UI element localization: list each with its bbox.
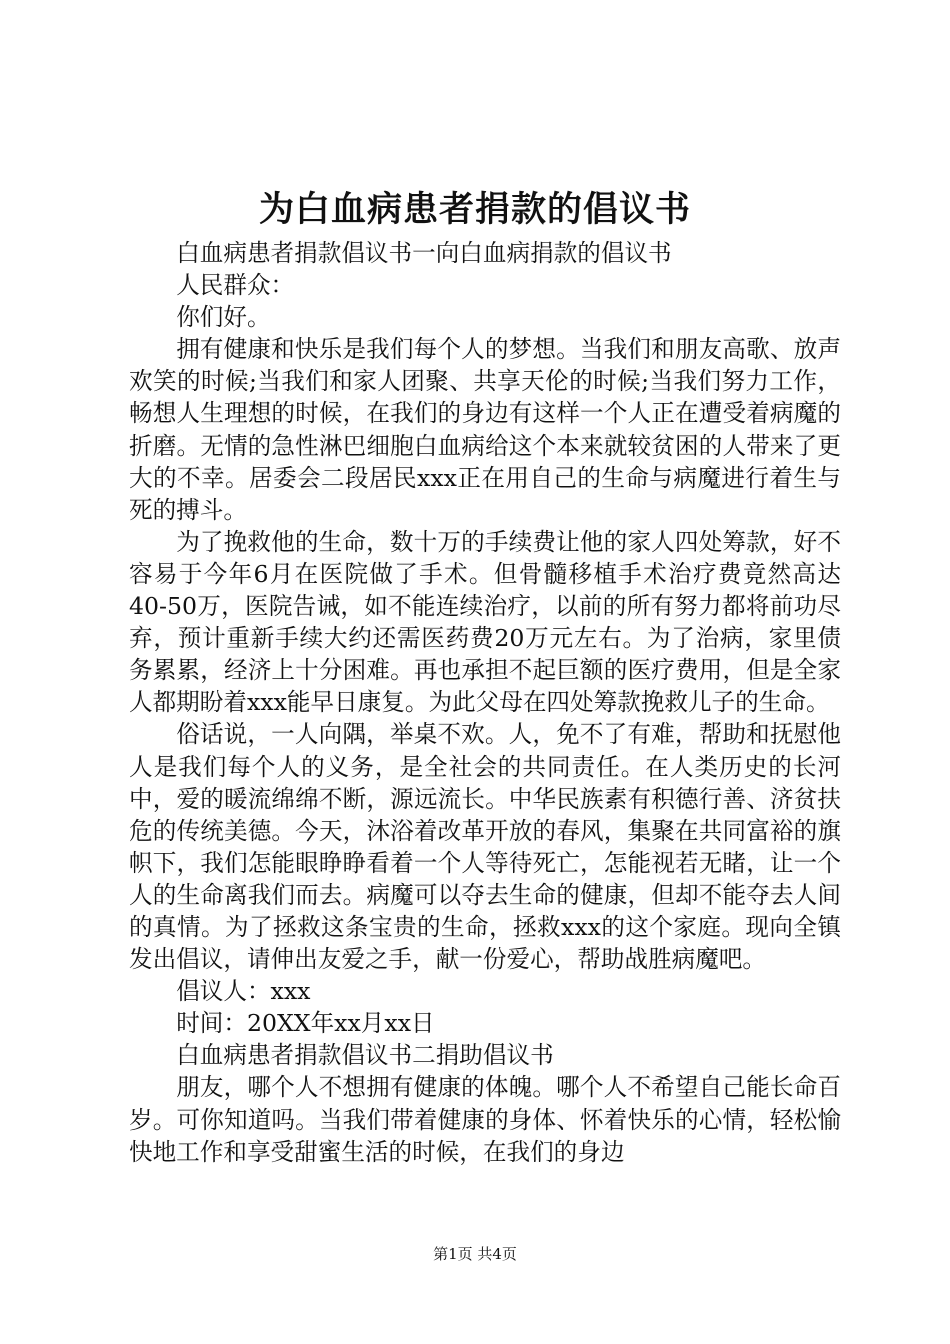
paragraph-subtitle-2: 白血病患者捐款倡议书二捐助倡议书 xyxy=(176,1041,554,1070)
paragraph-body-3: 俗话说，一人向隅，举桌不欢。人，免不了有难，帮助和抚慰他人是我们每个人的义务，是全社会的共同责任。在人类历史的长河中，爱的暖流绵绵不断，源远流长。中华民族素有积德行善、济贫扶危的传统美德。今天，沐浴着改革开放的春风，集聚在共同富裕的旗帜下，我们怎能眼睁睁看着一个人等待死亡，怎能视若无睹，让一个人的生命离我们而去。病魔可以夺去生命的健康，但却不能夺去人间的真情。为了拯救这条宝贵的生命，拯救xxx的这个家庭。现向全镇发出倡议，请伸出友爱之手，献一份爱心，帮助战胜病魔吧。 xyxy=(129,720,841,974)
paragraph-body-4: 朋友，哪个人不想拥有健康的体魄。哪个人不希望自己能长命百岁。可你知道吗。当我们带着健康的身体、怀着快乐的心情，轻松愉快地工作和享受甜蜜生活的时候，在我们的身边 xyxy=(129,1073,841,1166)
paragraph-salutation: 人民群众： xyxy=(176,271,295,300)
document-body xyxy=(129,237,841,1168)
paragraph-greeting: 你们好。 xyxy=(176,303,271,332)
paragraph-subtitle-1: 白血病患者捐款倡议书一向白血病捐款的倡议书 xyxy=(176,239,672,267)
document-title: 为白血病患者捐款的倡议书 xyxy=(258,189,691,230)
paragraph-date: 时间：20XX年xx月xx日 xyxy=(176,1009,435,1038)
paragraph-initiator: 倡议人：xxx xyxy=(176,977,311,1006)
page-indicator: 第1页 共4页 xyxy=(433,1245,517,1263)
paragraph-body-1: 拥有健康和快乐是我们每个人的梦想。当我们和朋友高歌、放声欢笑的时候;当我们和家人团聚、共享天伦的时候;当我们努力工作，畅想人生理想的时候，在我们的身边有这样一个人正在遭受着病魔的折磨。无情的急性淋巴细胞白血病给这个本来就较贫困的人带来了更大的不幸。居委会二段居民xxx正在用自己的生命与病魔进行着生与死的搏斗。 xyxy=(129,335,841,524)
paragraph-body-2: 为了挽救他的生命，数十万的手续费让他的家人四处筹款，好不容易于今年6月在医院做了手术。但骨髓移植手术治疗费竟然高达40-50万，医院告诫，如不能连续治疗，以前的所有努力都将前功尽弃，预计重新手续大约还需医药费20万元左右。为了治病，家里债务累累，经济上十分困难。再也承担不起巨额的医疗费用，但是全家人都期盼着xxx能早日康复。为此父母在四处筹款挽救儿子的生命。 xyxy=(129,527,841,717)
